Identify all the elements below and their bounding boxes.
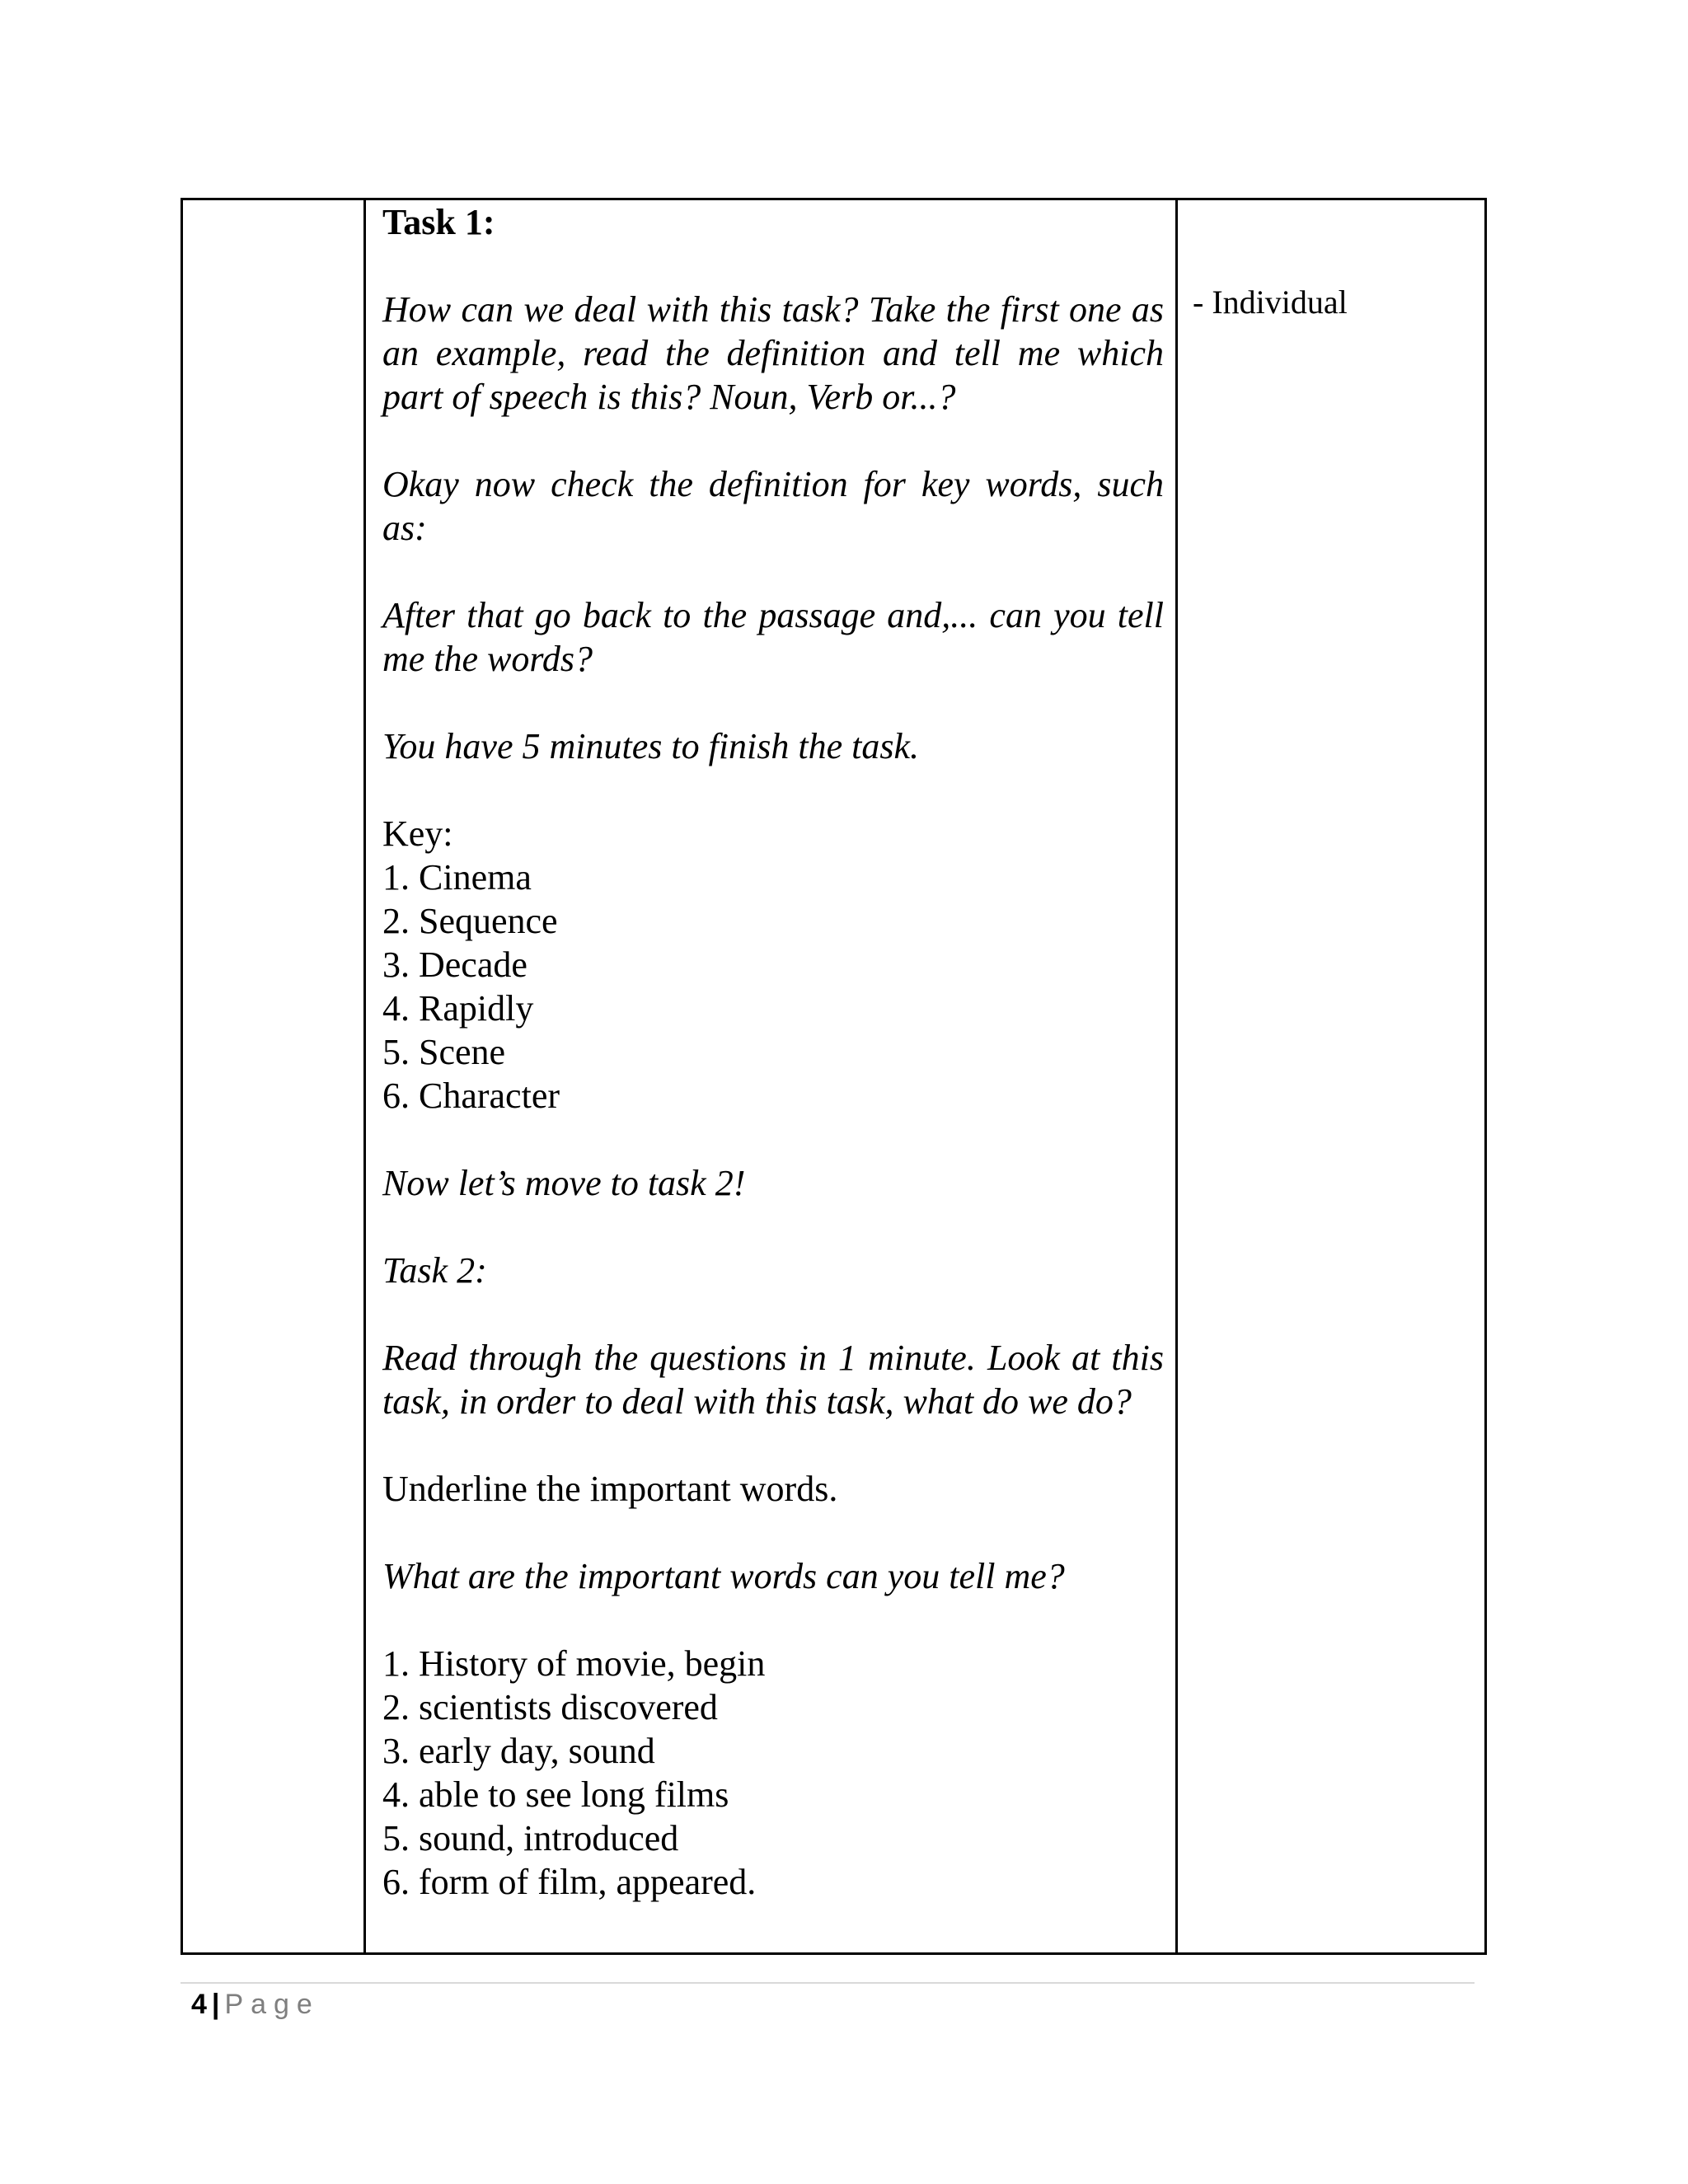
page-word: Page [224,1989,320,2020]
key-label: Key: [382,813,453,854]
important-word-item: 2. scientists discovered [382,1687,718,1727]
key-list [382,855,1164,1118]
lesson-plan-table [181,198,1487,1955]
important-word-item: 1. History of movie, begin [382,1643,766,1684]
page-separator: | [211,1989,220,2020]
key-item: 1. Cinema [382,857,532,898]
interaction-mode: - Individual [1193,284,1348,321]
task2-heading: Task 2: [382,1250,487,1291]
task1-keywords: Okay now check the definition for key words, such as: [382,464,1164,548]
column-divider-left [363,200,366,1952]
footer-divider [181,1982,1475,1984]
task2-question: Read through the questions in 1 minute. Look at this task, in order to deal with this task, what do we do? [382,1338,1164,1422]
column-divider-right [1175,200,1178,1952]
important-word-item: 5. sound, introduced [382,1818,679,1858]
important-word-item: 3. early day, sound [382,1731,655,1771]
key-item: 5. Scene [382,1032,506,1072]
important-word-item: 6. form of film, appeared. [382,1862,757,1902]
key-item: 6. Character [382,1076,560,1116]
interaction-cell [1193,283,1473,322]
key-item: 2. Sequence [382,901,558,941]
task1-heading: Task 1: [382,202,495,242]
procedure-cell [382,200,1164,1904]
page-footer [191,1985,320,2024]
key-item: 3. Decade [382,944,528,985]
important-words-list [382,1642,1164,1904]
key-item: 4. Rapidly [382,988,534,1029]
task2-prompt: What are the important words can you tell me? [382,1556,1065,1596]
important-word-item: 4. able to see long films [382,1774,729,1815]
page-number: 4 [191,1989,207,2020]
task2-answer: Underline the important words. [382,1469,838,1509]
task1-passage: After that go back to the passage and,... can you tell me the words? [382,595,1164,679]
move-on-text: Now let’s move to task 2! [382,1163,746,1203]
task1-question: How can we deal with this task? Take the first one as an example, read the definition and tell me which part of speech is this? Noun, Verb or...? [382,289,1164,417]
task1-time: You have 5 minutes to finish the task. [382,726,920,766]
